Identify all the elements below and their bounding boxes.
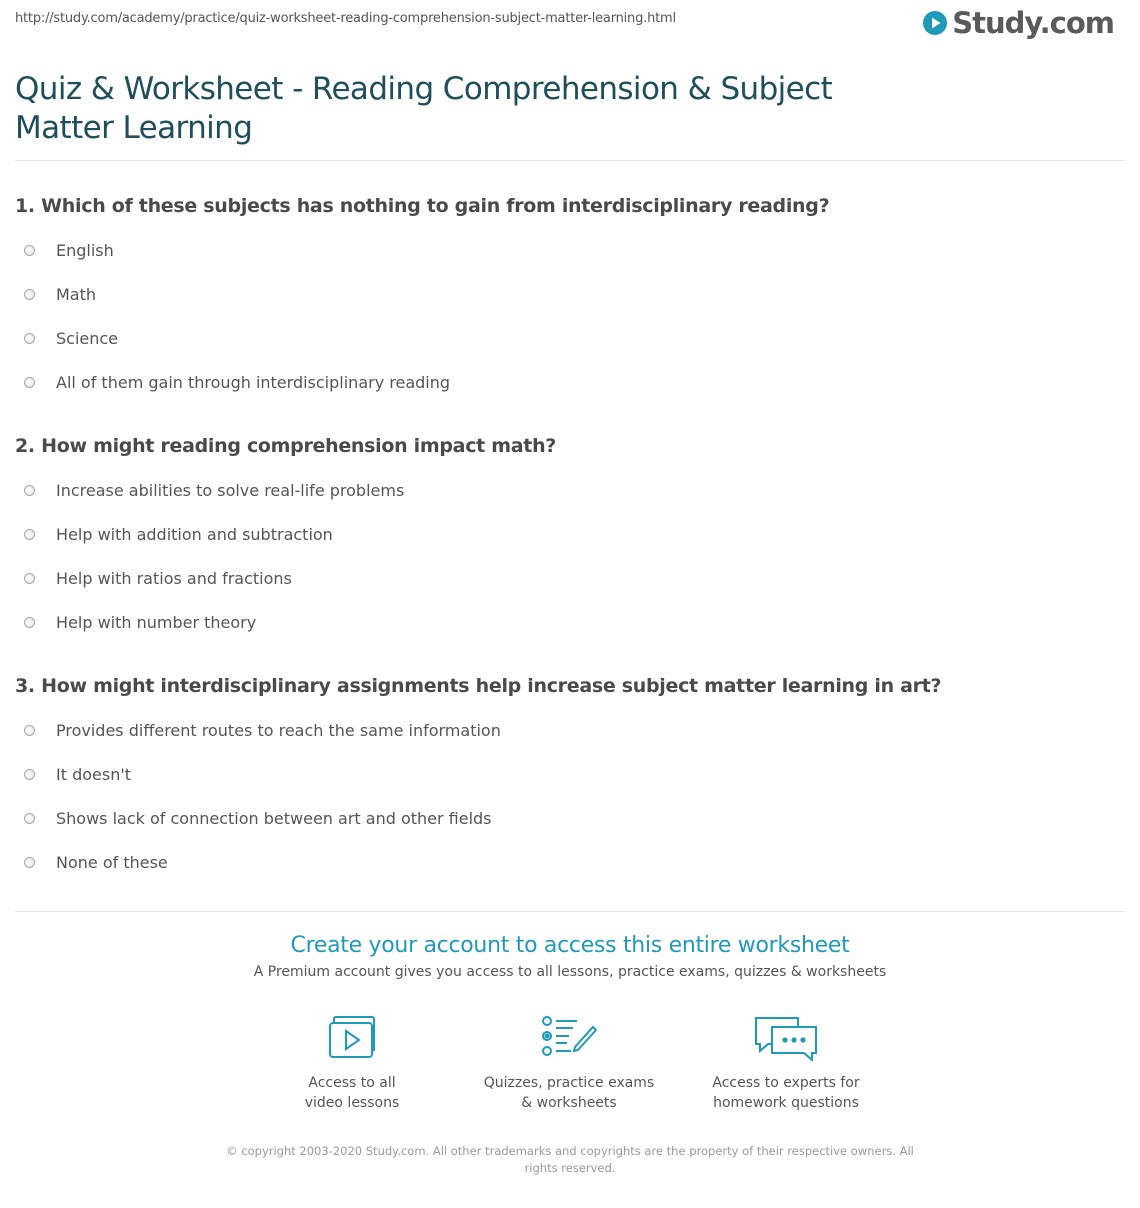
video-lessons-icon [326,1015,378,1059]
answer-option[interactable] [15,840,1125,884]
option-label: English [56,240,114,260]
option-label: Help with addition and subtraction [56,524,333,544]
answer-option[interactable] [15,468,1125,512]
option-label: None of these [56,852,168,872]
create-account-link[interactable]: Create your account to access this entire worksheet [290,933,850,958]
option-label: Science [56,328,119,348]
question-3 [15,674,1125,884]
chat-bubbles-icon [754,1015,818,1061]
cta-subtitle: A Premium account gives you access to all lessons, practice exams, quizzes & worksheets [253,964,887,980]
radio-button[interactable] [24,573,35,584]
radio-button[interactable] [24,725,35,736]
radio-button[interactable] [24,245,35,256]
answer-option[interactable] [15,512,1125,556]
radio-button[interactable] [24,769,35,780]
radio-button[interactable] [24,813,35,824]
feature-label: Access to experts for homework questions [712,1075,860,1111]
answer-option[interactable] [15,796,1125,840]
radio-button[interactable] [24,485,35,496]
radio-button[interactable] [24,377,35,388]
copyright-footer: © copyright 2003-2020 Study.com. All other trademarks and copyrights are the property of their respective owners. All rights reserved. [226,1144,914,1175]
answer-option[interactable] [15,272,1125,316]
logo-text: Study.com [952,6,1114,40]
answer-option[interactable] [15,228,1125,272]
question-text: 1. Which of these subjects has nothing to gain from interdisciplinary reading? [15,195,830,217]
quiz-checklist-icon [541,1015,597,1059]
answer-option[interactable] [15,360,1125,404]
radio-button[interactable] [24,289,35,300]
study-logo[interactable] [922,6,1114,40]
feature-label: Access to all video lessons [304,1075,400,1111]
radio-button[interactable] [24,333,35,344]
feature-experts [686,1015,886,1113]
answer-option[interactable] [15,752,1125,796]
divider [15,160,1125,161]
feature-quizzes [469,1015,669,1113]
feature-label: Quizzes, practice exams & worksheets [483,1075,655,1111]
question-2 [15,434,1125,644]
question-text: 2. How might reading comprehension impact math? [15,435,557,457]
answer-option[interactable] [15,316,1125,360]
answer-option[interactable] [15,556,1125,600]
option-label: Math [56,284,97,304]
question-1 [15,194,1125,404]
option-label: Increase abilities to solve real-life problems [56,480,405,500]
option-label: Shows lack of connection between art and other fields [56,808,492,828]
signup-cta [0,933,1140,980]
option-label: Help with number theory [56,612,257,632]
option-label: Help with ratios and fractions [56,568,292,588]
radio-button[interactable] [24,529,35,540]
feature-video-lessons [252,1015,452,1113]
answer-option[interactable] [15,708,1125,752]
radio-button[interactable] [24,857,35,868]
option-label: Provides different routes to reach the same information [56,720,501,740]
page-url: http://study.com/academy/practice/quiz-worksheet-reading-comprehension-subject-matter-learning.html [15,11,676,26]
premium-features [0,1015,1140,1125]
option-label: All of them gain through interdisciplinary reading [56,372,451,392]
answer-option[interactable] [15,600,1125,644]
radio-button[interactable] [24,617,35,628]
page-title: Quiz & Worksheet - Reading Comprehension & Subject Matter Learning [15,71,833,146]
divider [15,911,1125,912]
play-circle-icon [922,10,948,36]
option-label: It doesn't [56,764,132,784]
question-text: 3. How might interdisciplinary assignments help increase subject matter learning in art? [15,675,942,697]
